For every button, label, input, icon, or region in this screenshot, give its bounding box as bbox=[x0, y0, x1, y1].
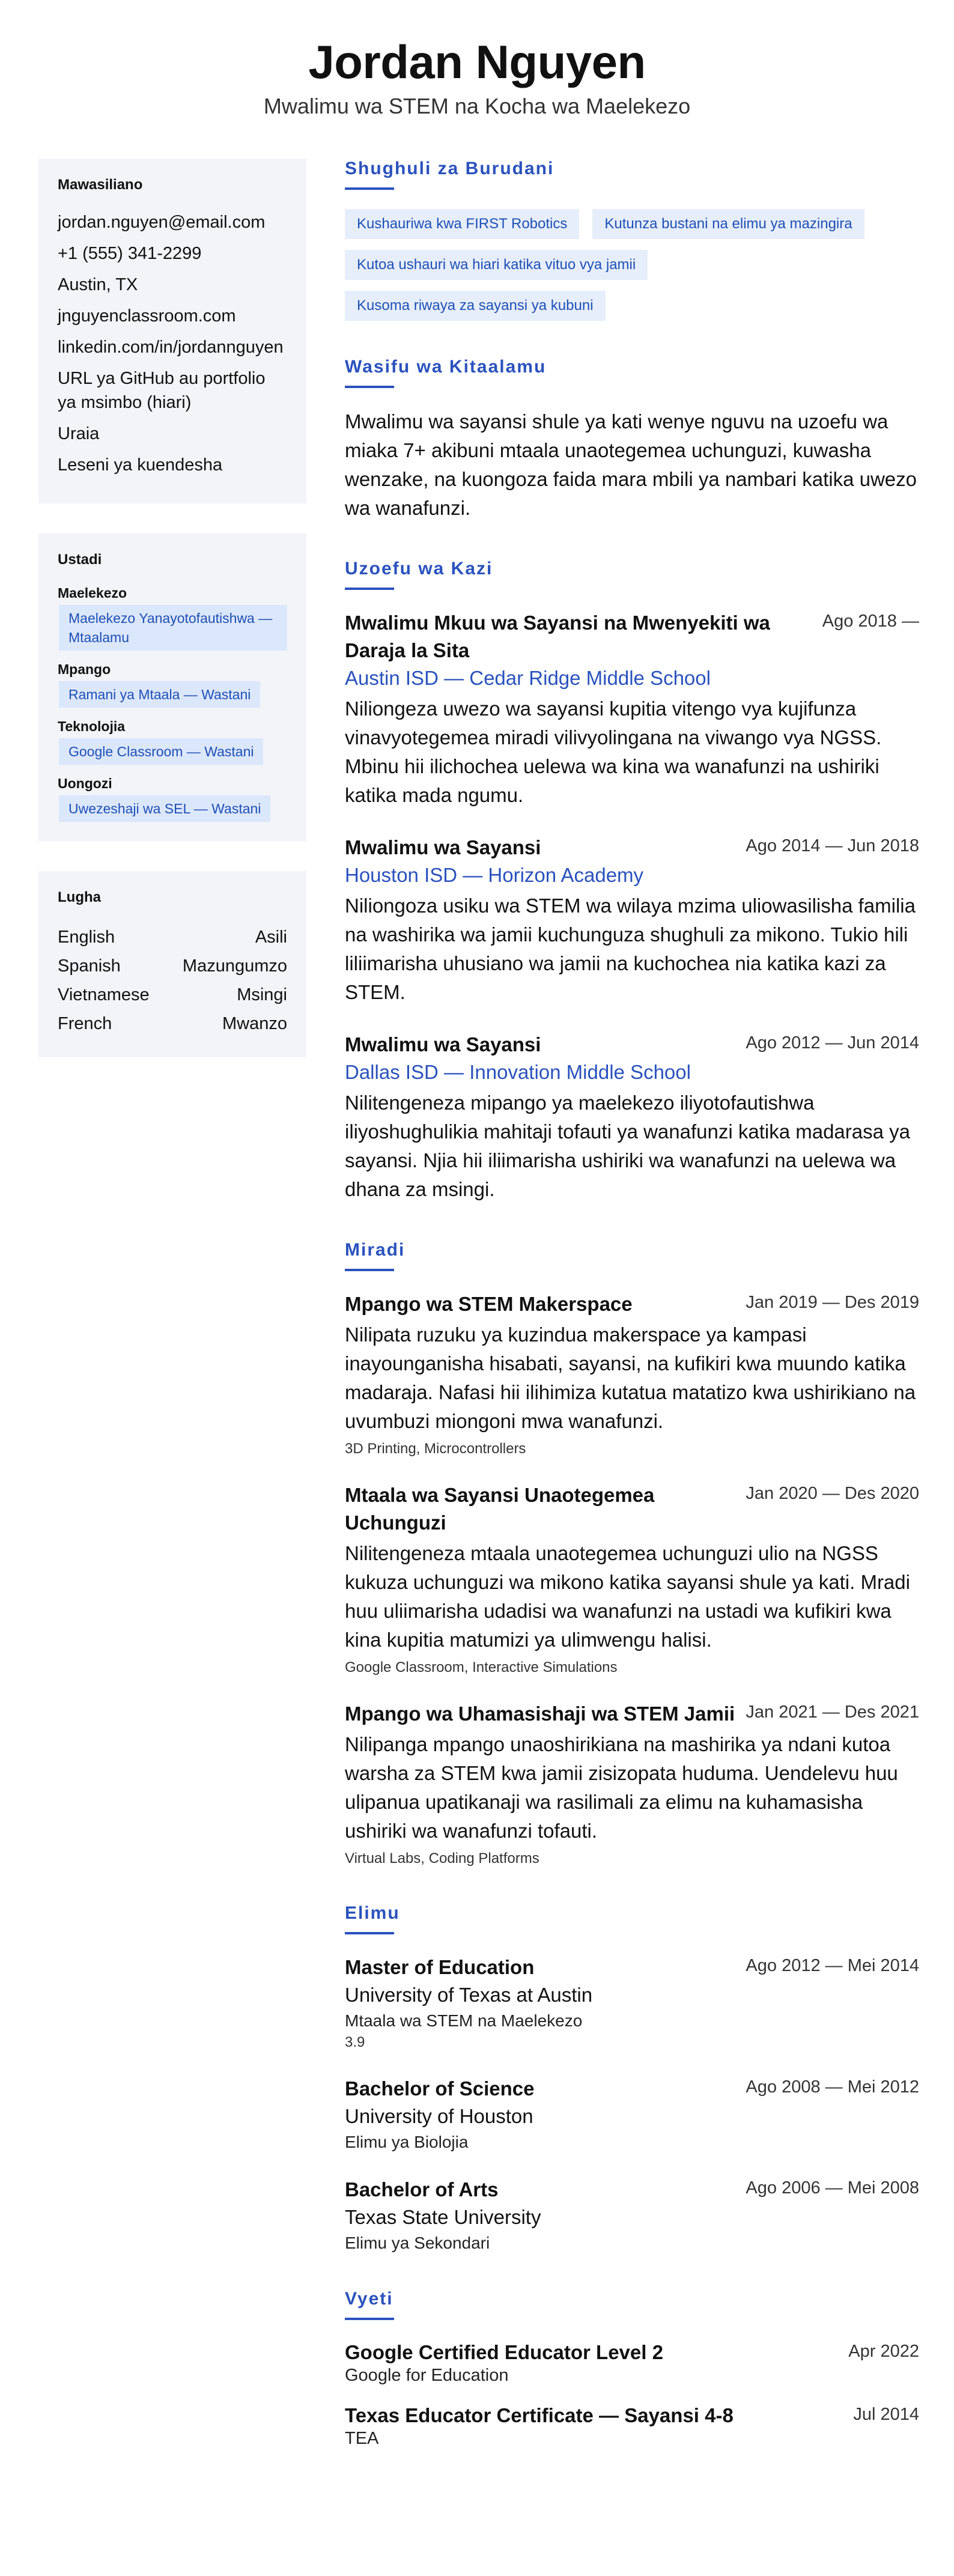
project-date: Jan 2021 — Des 2021 bbox=[746, 1703, 919, 1722]
project-entry bbox=[345, 1700, 919, 1867]
skill-category bbox=[58, 661, 287, 708]
study-field: Mtaala wa STEM na Maelekezo bbox=[345, 2011, 583, 2030]
job-desc: Niliongeza uwezo wa sayansi kupitia vitengo vya kujifunza vinavyotegemea miradi vilivyolingana na viwango vya NGSS. Mbinu hii ilichochea uelewa wa kina wa wanafunzi na ushiriki katika mada ngumu. bbox=[345, 697, 882, 806]
contact-license: Leseni ya kuendesha bbox=[58, 455, 223, 475]
project-tech: 3D Printing, Microcontrollers bbox=[345, 1441, 526, 1457]
hobbies-section bbox=[345, 159, 919, 321]
language-row bbox=[58, 1009, 287, 1038]
language-level: Mazungumzo bbox=[182, 956, 287, 976]
section-divider bbox=[345, 1932, 394, 1934]
contact-email[interactable]: jordan.nguyen@email.com bbox=[58, 213, 266, 232]
certification-entry bbox=[345, 2339, 919, 2386]
education-section bbox=[345, 1903, 919, 2253]
project-date: Jan 2020 — Des 2020 bbox=[746, 1484, 919, 1503]
language-name: French bbox=[58, 1014, 112, 1033]
job-org: Dallas ISD — Innovation Middle School bbox=[345, 1061, 691, 1083]
degree-date: Ago 2006 — Mei 2008 bbox=[746, 2178, 919, 2198]
study-field: Elimu ya Sekondari bbox=[345, 2234, 490, 2252]
project-desc: Nilitengeneza mtaala unaotegemea uchunguzi ulio na NGSS kukuza uchunguzi wa mikono katika sayansi shule ya kati. Mradi huu uliimarisha udadisi wa wanafunzi na ustadi wa kufikiri kwa kina kupitia matumizi ya ulimwengu halisi. bbox=[345, 1542, 910, 1651]
school-name: Texas State University bbox=[345, 2206, 541, 2228]
job-date: Ago 2012 — Jun 2014 bbox=[746, 1033, 919, 1053]
contact-website[interactable]: jnguyenclassroom.com bbox=[58, 306, 236, 326]
sidebar bbox=[38, 159, 306, 1087]
resume-header bbox=[0, 0, 954, 119]
language-row bbox=[58, 980, 287, 1009]
project-tech: Google Classroom, Interactive Simulations bbox=[345, 1659, 618, 1675]
job-title: Mwalimu wa Sayansi bbox=[345, 1033, 541, 1056]
skill-tag: Ramani ya Mtaala — Wastani bbox=[59, 681, 260, 708]
projects-section bbox=[345, 1240, 919, 1867]
experience-entry bbox=[345, 609, 919, 810]
section-divider bbox=[345, 187, 394, 190]
experience-section bbox=[345, 559, 919, 1204]
study-field: Elimu ya Biolojia bbox=[345, 2133, 469, 2151]
hobby-tags bbox=[345, 209, 919, 321]
language-name: English bbox=[58, 928, 115, 947]
skill-category-name: Uongozi bbox=[58, 776, 112, 791]
language-level: Msingi bbox=[237, 985, 287, 1004]
section-divider bbox=[345, 386, 394, 388]
skill-category-name: Teknolojia bbox=[58, 718, 126, 734]
degree-title: Bachelor of Science bbox=[345, 2077, 535, 2100]
job-desc: Nilitengeneza mipango ya maelekezo iliyotofautishwa iliyoshughulikia mahitaji tofauti ya wanafunzi katika madarasa ya sayansi. Njia hii iliimarisha ushiriki wa wanafunzi na uelewa wa dhana za msingi. bbox=[345, 1092, 910, 1200]
contact-linkedin[interactable]: linkedin.com/in/jordannguyen bbox=[58, 338, 284, 357]
section-divider bbox=[345, 588, 394, 590]
hobby-tag: Kushauriwa kwa FIRST Robotics bbox=[345, 209, 579, 239]
hobby-tag: Kusoma riwaya za sayansi ya kubuni bbox=[345, 291, 606, 321]
project-entry bbox=[345, 1290, 919, 1457]
project-title: Mpango wa STEM Makerspace bbox=[345, 1293, 633, 1315]
contact-box bbox=[38, 159, 306, 503]
project-title: Mpango wa Uhamasishaji wa STEM Jamii bbox=[345, 1703, 735, 1725]
project-date: Jan 2019 — Des 2019 bbox=[746, 1293, 919, 1312]
gpa: 3.9 bbox=[345, 2034, 365, 2050]
language-level: Asili bbox=[255, 928, 287, 947]
certifications-title: Vyeti bbox=[345, 2289, 393, 2309]
projects-title: Miradi bbox=[345, 1240, 406, 1260]
language-row bbox=[58, 952, 287, 980]
job-org: Houston ISD — Horizon Academy bbox=[345, 864, 644, 886]
main-content bbox=[345, 159, 919, 2485]
education-title: Elimu bbox=[345, 1903, 400, 1923]
project-title: Mtaala wa Sayansi Unaotegemea Uchunguzi bbox=[345, 1484, 655, 1534]
skills-box bbox=[38, 533, 306, 841]
hobby-tag: Kutoa ushauri wa hiari katika vituo vya jamii bbox=[345, 250, 648, 280]
education-entry bbox=[345, 2176, 919, 2253]
project-tech: Virtual Labs, Coding Platforms bbox=[345, 1850, 539, 1867]
job-org: Austin ISD — Cedar Ridge Middle School bbox=[345, 667, 711, 689]
languages-title: Lugha bbox=[58, 889, 101, 905]
summary-title: Wasifu wa Kitaalamu bbox=[345, 357, 547, 377]
certification-date: Jul 2014 bbox=[853, 2405, 919, 2424]
skill-tag: Uwezeshaji wa SEL — Wastani bbox=[59, 795, 270, 822]
candidate-name: Jordan Nguyen bbox=[308, 35, 646, 88]
job-date: Ago 2018 — bbox=[822, 612, 919, 631]
summary-section bbox=[345, 357, 919, 523]
degree-date: Ago 2008 — Mei 2012 bbox=[746, 2077, 919, 2097]
school-name: University of Texas at Austin bbox=[345, 1984, 593, 2006]
contact-portfolio: URL ya GitHub au portfolio ya msimbo (hiari) bbox=[58, 369, 266, 412]
skill-tag: Maelekezo Yanayotofautishwa — Mtaalamu bbox=[59, 605, 287, 651]
skills-title: Ustadi bbox=[58, 551, 102, 568]
education-entry bbox=[345, 2075, 919, 2152]
contact-title: Mawasiliano bbox=[58, 177, 143, 193]
certification-title: Texas Educator Certificate — Sayansi 4-8 bbox=[345, 2404, 734, 2426]
job-desc: Niliongoza usiku wa STEM wa wilaya mzima uliowasilisha familia na washirika wa jamii kuchunguza shughuli za mikono. Tukio hili liliimarisha uhusiano wa jamii na kuchochea nia katika kazi za STEM. bbox=[345, 895, 916, 1003]
candidate-subtitle: Mwalimu wa STEM na Kocha wa Maelekezo bbox=[263, 94, 691, 118]
skill-category-name: Mpango bbox=[58, 661, 111, 677]
section-divider bbox=[345, 2318, 394, 2320]
section-divider bbox=[345, 1269, 394, 1271]
certification-title: Google Certified Educator Level 2 bbox=[345, 2341, 663, 2363]
language-level: Mwanzo bbox=[222, 1014, 287, 1033]
hobbies-title: Shughuli za Burudani bbox=[345, 159, 554, 178]
contact-citizenship: Uraia bbox=[58, 424, 100, 443]
experience-entry bbox=[345, 834, 919, 1007]
certifications-section bbox=[345, 2289, 919, 2449]
job-date: Ago 2014 — Jun 2018 bbox=[746, 836, 919, 855]
summary-text: Mwalimu wa sayansi shule ya kati wenye nguvu na uzoefu wa miaka 7+ akibuni mtaala unaotegemea uchunguzi, kuwasha wenzake, na kuongoza faida mara mbili ya nambari katika uwezo wa wanafunzi. bbox=[345, 410, 917, 519]
skill-tag: Google Classroom — Wastani bbox=[59, 738, 263, 765]
degree-title: Master of Education bbox=[345, 1956, 535, 1978]
job-title: Mwalimu wa Sayansi bbox=[345, 836, 541, 858]
project-desc: Nilipanga mpango unaoshirikiana na mashirika ya ndani kutoa warsha za STEM kwa jamii zisizopata huduma. Uendelevu huu ulipanua upatikanaji wa rasilimali za elimu na kuhamasisha ushiriki wa wanafunzi tofauti. bbox=[345, 1733, 898, 1842]
skill-category-name: Maelekezo bbox=[58, 585, 127, 601]
project-desc: Nilipata ruzuku ya kuzindua makerspace ya kampasi inayounganisha hisabati, sayansi, na kufikiri kwa muundo katika madaraja. Nafasi hii ilihimiza kutatua matatizo kwa ushirikiano na uvumbuzi miongoni mwa wanafunzi. bbox=[345, 1323, 916, 1432]
job-title: Mwalimu Mkuu wa Sayansi na Mwenyekiti wa Daraja la Sita bbox=[345, 612, 770, 661]
skill-category bbox=[58, 776, 287, 822]
language-name: Spanish bbox=[58, 956, 121, 976]
certification-issuer: TEA bbox=[345, 2429, 379, 2448]
education-entry bbox=[345, 1954, 919, 2051]
skill-category bbox=[58, 585, 287, 651]
degree-title: Bachelor of Arts bbox=[345, 2178, 499, 2201]
certification-entry bbox=[345, 2402, 919, 2449]
contact-phone: +1 (555) 341-2299 bbox=[58, 244, 202, 263]
school-name: University of Houston bbox=[345, 2105, 533, 2127]
certification-date: Apr 2022 bbox=[848, 2342, 919, 2361]
experience-title: Uzoefu wa Kazi bbox=[345, 559, 493, 579]
hobby-tag: Kutunza bustani na elimu ya mazingira bbox=[592, 209, 864, 239]
skill-category bbox=[58, 718, 287, 765]
project-entry bbox=[345, 1481, 919, 1676]
degree-date: Ago 2012 — Mei 2014 bbox=[746, 1956, 919, 1975]
language-name: Vietnamese bbox=[58, 985, 150, 1004]
language-row bbox=[58, 923, 287, 952]
languages-box bbox=[38, 871, 306, 1057]
experience-entry bbox=[345, 1031, 919, 1204]
contact-location: Austin, TX bbox=[58, 275, 138, 294]
certification-issuer: Google for Education bbox=[345, 2366, 509, 2385]
